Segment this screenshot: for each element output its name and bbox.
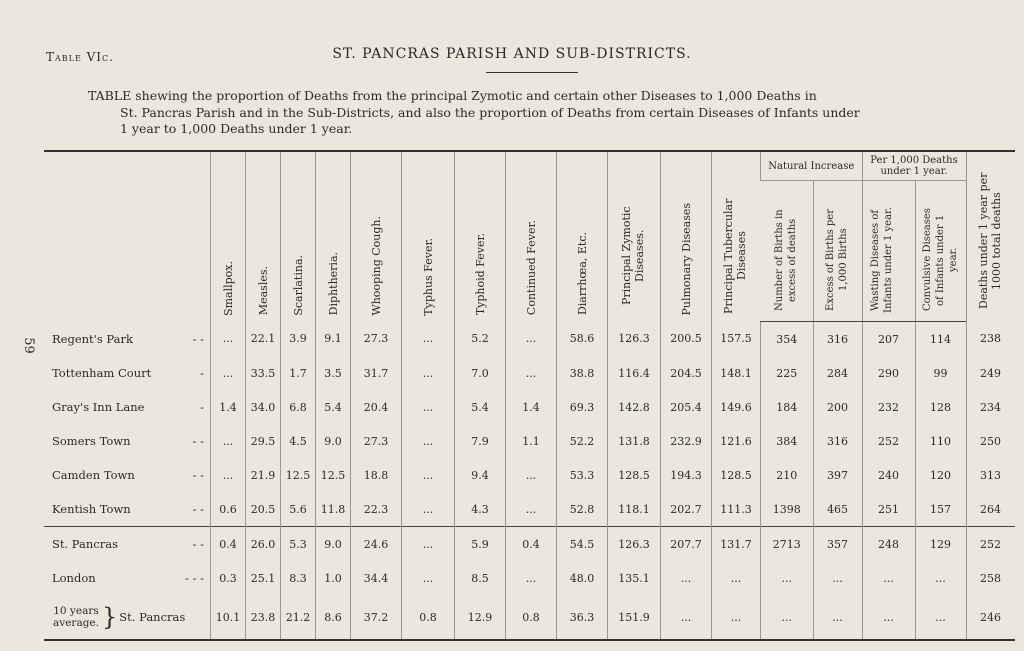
table-cell: 111.3: [712, 492, 761, 527]
table-cell: 52.2: [557, 424, 608, 458]
table-cell: 11.8: [316, 492, 351, 527]
table-cell: 0.8: [506, 595, 557, 640]
table-number: Table VIc.: [46, 50, 114, 64]
group-per-1000: Per 1,000 Deaths under 1 year.: [862, 151, 966, 181]
row-label: [44, 322, 211, 357]
table-cell: ...: [813, 561, 862, 595]
table-cell: ...: [402, 527, 455, 562]
table-cell: 204.5: [661, 356, 712, 390]
table-cell: 157: [915, 492, 966, 527]
table-cell: ...: [211, 458, 246, 492]
table-cell: 210: [761, 458, 814, 492]
col-header: Principal Tubercular Diseases: [712, 151, 761, 322]
table-cell: 313: [966, 458, 1015, 492]
col-header: Smallpox.: [211, 151, 246, 322]
table-cell: 48.0: [557, 561, 608, 595]
table-cell: 0.3: [211, 561, 246, 595]
table-cell: 5.6: [281, 492, 316, 527]
table-cell: 238: [966, 322, 1015, 357]
table-row: [44, 561, 1015, 595]
table-cell: 252: [966, 527, 1015, 562]
table-cell: 290: [862, 356, 915, 390]
table-cell: 1.7: [281, 356, 316, 390]
row-label: [44, 527, 211, 562]
page-number: 59: [20, 337, 36, 354]
row-name: Regent's Park: [52, 331, 133, 346]
row-label: [44, 595, 211, 640]
table-cell: 53.3: [557, 458, 608, 492]
table-cell: 9.0: [316, 424, 351, 458]
table-cell: 12.5: [281, 458, 316, 492]
table-cell: 26.0: [246, 527, 281, 562]
row-label: [44, 356, 211, 390]
table-cell: ...: [712, 561, 761, 595]
table-cell: 129: [915, 527, 966, 562]
row-leader: -: [200, 366, 204, 380]
col-header: Typhus Fever.: [402, 151, 455, 322]
table-cell: 205.4: [661, 390, 712, 424]
average-label: 10 years average.: [53, 605, 99, 629]
row-label-header: [44, 151, 211, 322]
average-place: St. Pancras: [119, 610, 186, 624]
caption-line-2: St. Pancras Parish and in the Sub-Districts, and also the proportion of Deaths from certain Diseases of Infants under: [120, 104, 860, 120]
table-cell: 5.4: [316, 390, 351, 424]
row-name: Camden Town: [52, 468, 135, 482]
col-header: Wasting Diseases of Infants under 1 year.: [862, 181, 915, 322]
table-cell: 131.7: [712, 527, 761, 562]
table-cell: 121.6: [712, 424, 761, 458]
table-cell: 20.5: [246, 492, 281, 527]
table-cell: 58.6: [557, 322, 608, 357]
table-cell: 135.1: [608, 561, 661, 595]
table-cell: 27.3: [351, 322, 402, 357]
table-cell: 207: [862, 322, 915, 357]
table-row: [44, 356, 1015, 390]
row-leader: - -: [192, 537, 204, 551]
table-cell: 4.5: [281, 424, 316, 458]
table-cell: 21.9: [246, 458, 281, 492]
table-cell: 5.4: [455, 390, 506, 424]
table-cell: ...: [402, 322, 455, 357]
table-cell: 23.8: [246, 595, 281, 640]
row-label: [44, 390, 211, 424]
table-cell: 0.4: [211, 527, 246, 562]
table-cell: 149.6: [712, 390, 761, 424]
table-cell: 3.9: [281, 322, 316, 357]
table-cell: 36.3: [557, 595, 608, 640]
brace-icon: }: [102, 603, 118, 631]
table-cell: ...: [402, 458, 455, 492]
row-name: Tottenham Court: [52, 366, 152, 380]
table-cell: 200: [813, 390, 862, 424]
col-header: Scarlatina.: [281, 151, 316, 322]
table-cell: 0.6: [211, 492, 246, 527]
table-cell: 69.3: [557, 390, 608, 424]
table-cell: 20.4: [351, 390, 402, 424]
table-cell: ...: [506, 561, 557, 595]
col-header: Convulsive Diseases of Infants under 1 year.: [915, 181, 966, 322]
table-cell: 52.8: [557, 492, 608, 527]
table-cell: 4.3: [455, 492, 506, 527]
table-cell: 397: [813, 458, 862, 492]
row-label: [44, 561, 211, 595]
table-cell: 9.0: [316, 527, 351, 562]
table-cell: 357: [813, 527, 862, 562]
table-cell: 157.5: [712, 322, 761, 357]
table-cell: ...: [661, 595, 712, 640]
table-row: [44, 390, 1015, 424]
table-cell: 128.5: [712, 458, 761, 492]
table-cell: 6.8: [281, 390, 316, 424]
table-cell: 114: [915, 322, 966, 357]
table-cell: 110: [915, 424, 966, 458]
table-cell: 249: [966, 356, 1015, 390]
table-cell: 384: [761, 424, 814, 458]
page-title: ST. PANCRAS PARISH AND SUB-DISTRICTS.: [332, 46, 692, 62]
table-cell: 148.1: [712, 356, 761, 390]
mortality-table: [44, 150, 1015, 641]
row-leader: - -: [192, 502, 204, 516]
table-cell: 18.8: [351, 458, 402, 492]
table-cell: 194.3: [661, 458, 712, 492]
table-cell: 128: [915, 390, 966, 424]
table-row: [44, 595, 1015, 640]
table-cell: 354: [761, 322, 814, 357]
row-leader: - -: [192, 434, 204, 448]
table-cell: 10.1: [211, 595, 246, 640]
table-cell: 116.4: [608, 356, 661, 390]
col-header: Diphtheria.: [316, 151, 351, 322]
title-rule: [486, 72, 578, 73]
row-label: [44, 492, 211, 527]
table-cell: ...: [915, 561, 966, 595]
table-cell: ...: [661, 561, 712, 595]
table-cell: 8.3: [281, 561, 316, 595]
table-cell: ...: [761, 595, 814, 640]
table-cell: 24.6: [351, 527, 402, 562]
row-leader: -: [200, 400, 204, 414]
table-cell: 25.1: [246, 561, 281, 595]
col-header: Diarrhœa, Etc.: [557, 151, 608, 322]
row-leader: - -: [192, 331, 204, 346]
row-leader: - - -: [185, 571, 204, 585]
table-cell: 1.4: [506, 390, 557, 424]
table-cell: 5.2: [455, 322, 506, 357]
table-cell: 8.6: [316, 595, 351, 640]
table-cell: 33.5: [246, 356, 281, 390]
table-cell: 252: [862, 424, 915, 458]
row-name: Gray's Inn Lane: [52, 400, 145, 414]
table-cell: 1.4: [211, 390, 246, 424]
table-cell: 151.9: [608, 595, 661, 640]
col-header: Number of Births in excess of deaths: [761, 181, 814, 322]
row-leader: - -: [192, 468, 204, 482]
table-cell: 246: [966, 595, 1015, 640]
col-header: Continued Fever.: [506, 151, 557, 322]
table-cell: ...: [506, 458, 557, 492]
row-label: [44, 424, 211, 458]
table-cell: 202.7: [661, 492, 712, 527]
table-cell: 465: [813, 492, 862, 527]
table-cell: ...: [402, 356, 455, 390]
table-cell: ...: [862, 595, 915, 640]
table-cell: 54.5: [557, 527, 608, 562]
table-cell: 234: [966, 390, 1015, 424]
table-cell: 7.0: [455, 356, 506, 390]
table-cell: ...: [761, 561, 814, 595]
table-cell: 8.5: [455, 561, 506, 595]
table-cell: 27.3: [351, 424, 402, 458]
table-cell: 207.7: [661, 527, 712, 562]
table-cell: ...: [813, 595, 862, 640]
row-name: London: [52, 571, 96, 585]
table-cell: 9.1: [316, 322, 351, 357]
table-cell: 251: [862, 492, 915, 527]
table-cell: 1.1: [506, 424, 557, 458]
table-cell: 37.2: [351, 595, 402, 640]
table-cell: 240: [862, 458, 915, 492]
table-cell: 0.8: [402, 595, 455, 640]
table-row: [44, 492, 1015, 527]
table-cell: ...: [862, 561, 915, 595]
row-name: St. Pancras: [52, 537, 118, 551]
table-cell: ...: [211, 356, 246, 390]
table-cell: 250: [966, 424, 1015, 458]
row-name: Kentish Town: [52, 502, 131, 516]
table-cell: 7.9: [455, 424, 506, 458]
table-cell: 12.9: [455, 595, 506, 640]
table-cell: 22.1: [246, 322, 281, 357]
table-row: [44, 424, 1015, 458]
table-cell: 284: [813, 356, 862, 390]
table-cell: ...: [402, 390, 455, 424]
table-cell: 5.9: [455, 527, 506, 562]
table-cell: ...: [402, 561, 455, 595]
table-cell: 31.7: [351, 356, 402, 390]
table-cell: 118.1: [608, 492, 661, 527]
col-header: Excess of Births per 1,000 Births: [813, 181, 862, 322]
table-cell: ...: [402, 492, 455, 527]
table-cell: 126.3: [608, 527, 661, 562]
group-natural-increase: Natural Increase: [761, 151, 863, 181]
table-cell: 21.2: [281, 595, 316, 640]
table-cell: 12.5: [316, 458, 351, 492]
table-cell: 316: [813, 322, 862, 357]
table-cell: ...: [211, 322, 246, 357]
table-cell: 1.0: [316, 561, 351, 595]
caption-line-3: 1 year to 1,000 Deaths under 1 year.: [120, 121, 353, 136]
table-cell: 264: [966, 492, 1015, 527]
table-cell: ...: [402, 424, 455, 458]
table-cell: 248: [862, 527, 915, 562]
table-cell: ...: [915, 595, 966, 640]
table-cell: 128.5: [608, 458, 661, 492]
table-cell: 131.8: [608, 424, 661, 458]
col-header: Pulmonary Diseases: [661, 151, 712, 322]
row-name: Somers Town: [52, 434, 131, 448]
table-row: [44, 458, 1015, 492]
table-cell: 34.0: [246, 390, 281, 424]
table-cell: 0.4: [506, 527, 557, 562]
table-cell: 120: [915, 458, 966, 492]
col-header: Principal Zymotic Diseases.: [608, 151, 661, 322]
table-cell: 9.4: [455, 458, 506, 492]
table-cell: ...: [712, 595, 761, 640]
table-row: [44, 527, 1015, 562]
table-cell: 3.5: [316, 356, 351, 390]
table-cell: 1398: [761, 492, 814, 527]
row-label: [44, 458, 211, 492]
table-cell: 99: [915, 356, 966, 390]
table-cell: ...: [506, 356, 557, 390]
table-cell: 316: [813, 424, 862, 458]
table-cell: ...: [211, 424, 246, 458]
table-cell: 258: [966, 561, 1015, 595]
table-cell: 142.8: [608, 390, 661, 424]
col-header: Deaths under 1 year per 1000 total deaths: [966, 151, 1015, 322]
table-cell: 200.5: [661, 322, 712, 357]
table-caption: [88, 88, 978, 138]
table-cell: 225: [761, 356, 814, 390]
col-header: Measles.: [246, 151, 281, 322]
table-cell: 34.4: [351, 561, 402, 595]
table-cell: 5.3: [281, 527, 316, 562]
table-cell: 38.8: [557, 356, 608, 390]
col-header: Typhoid Fever.: [455, 151, 506, 322]
col-header: Whooping Cough.: [351, 151, 402, 322]
table-cell: ...: [506, 492, 557, 527]
table-cell: 2713: [761, 527, 814, 562]
table-cell: 232: [862, 390, 915, 424]
table-cell: 29.5: [246, 424, 281, 458]
caption-line-1: TABLE shewing the proportion of Deaths from the principal Zymotic and certain other Diseases to 1,000 Deaths in: [88, 88, 817, 103]
table-cell: 184: [761, 390, 814, 424]
table-cell: 22.3: [351, 492, 402, 527]
table-row: [44, 322, 1015, 357]
table-cell: 126.3: [608, 322, 661, 357]
table-cell: ...: [506, 322, 557, 357]
table-cell: 232.9: [661, 424, 712, 458]
